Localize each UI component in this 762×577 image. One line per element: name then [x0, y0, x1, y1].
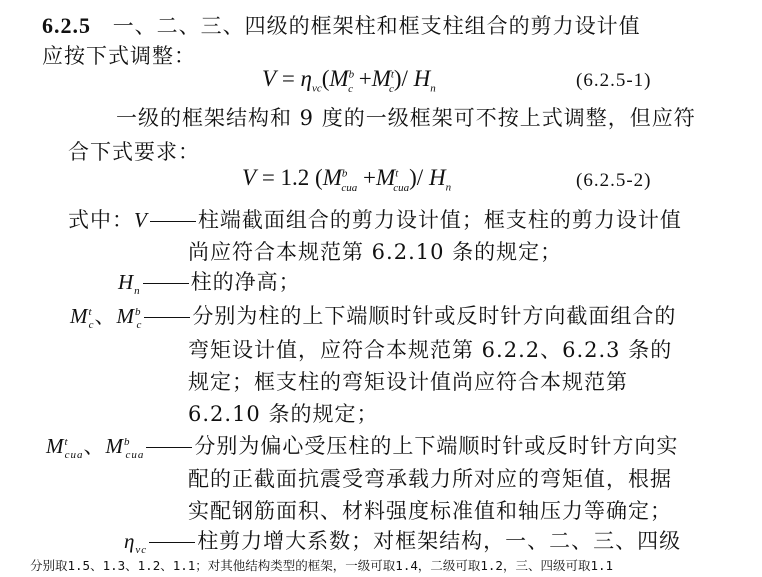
eq2-coef: 1.2 [280, 165, 310, 190]
eq1-h: H [413, 66, 431, 91]
equation-1-number: (6.2.5-1) [576, 70, 652, 91]
em-dash [146, 447, 192, 448]
where-eta-row [124, 525, 681, 556]
eq1-open: ( [321, 66, 330, 91]
eq1-m2-sup: t [390, 68, 394, 81]
eta-sub: vc [135, 544, 148, 557]
v-def-line2: 尚应符合本规范第 6.2.10 条的规定； [188, 240, 563, 264]
mcua-sep: 、 [83, 434, 106, 458]
equation-1: $V = \eta_{vc}(M^b_c +M^t_c)/$ $H_n$ [262, 66, 436, 95]
em-dash [150, 221, 196, 222]
eq1-m2: M [371, 66, 391, 91]
eq2-open: ( [315, 165, 323, 190]
para2-line2: 合下式要求： [68, 140, 200, 164]
em-dash [144, 317, 190, 318]
eq2-m1-sub: cua [341, 181, 358, 194]
eq2-h-sub: n [445, 181, 452, 194]
eta-def-line1: 柱剪力增大系数；对框架结构，一、二、三、四级 [197, 529, 682, 553]
em-dash [143, 283, 189, 284]
where-hn-row [118, 266, 301, 297]
eq2-m1-sup: b [341, 167, 348, 180]
v-def-line1: 柱端截面组合的剪力设计值；框支柱的剪力设计值 [197, 208, 682, 232]
heading-line2: 应按下式调整： [42, 44, 196, 68]
mc-def-line3: 规定；框支柱的弯矩设计值尚应符合本规范第 [188, 370, 628, 394]
eq2-close: )/ [409, 165, 424, 190]
em-dash [149, 542, 195, 543]
eq1-m1-sup: b [348, 68, 355, 81]
mc-def-line2: 弯矩设计值，应符合本规范第 6.2.2、6.2.3 条的 [188, 338, 673, 362]
where-mc-row [70, 300, 676, 331]
eq1-eta: η [300, 66, 312, 91]
eq1-eta-sub: vc [311, 82, 322, 95]
mc-symbol-2 [116, 304, 143, 332]
equation-2-number: (6.2.5-2) [576, 170, 652, 191]
eq2-m2-sup: t [395, 167, 399, 180]
where-label: 式中： [68, 208, 134, 232]
eq1-close: )/ [393, 66, 408, 91]
v-symbol: V [134, 208, 148, 232]
where-mcua-row [46, 430, 678, 461]
eta-symbol [124, 529, 148, 557]
equation-2: V = 1.2 $(M^b_{cua} +M^t_{cua})/$ $H_n$ [242, 165, 452, 194]
eq1-m1-sub: c [348, 82, 353, 95]
eq2-lhs: V [242, 165, 257, 190]
mcua-def-line1: 分别为偏心受压柱的上下端顺时针或反时针方向实 [194, 434, 679, 458]
hn-symbol [118, 270, 141, 298]
section-heading [42, 10, 641, 40]
para2-line1: 一级的框架结构和 9 度的一级框架可不按上式调整，但应符 [116, 106, 696, 130]
mcua-symbol [46, 434, 84, 462]
eq1-m1: M [329, 66, 349, 91]
mc-sup2: b [134, 306, 142, 318]
eq2-m2-sub: cua [393, 181, 410, 194]
mcua-sub2: cua [125, 449, 145, 462]
eq1-h-sub: n [430, 82, 436, 95]
heading-line1: 一、二、三、四级的框架柱和框支柱组合的剪力设计值 [112, 14, 641, 38]
mcua-def-line2: 配的正截面抗震受弯承载力所对应的弯矩值，根据 [188, 467, 672, 491]
mc-symbol [70, 304, 95, 332]
eq2-m1: M [322, 165, 342, 190]
eq2-h: H [428, 165, 446, 190]
mcua-symbol-2 [105, 434, 145, 462]
footer-note: 分别取1.5、1.3、1.2、1.1；对其他结构类型的框架，一级可取1.4，二级可取1.2，三、四级可取1.1 [30, 558, 614, 573]
eq1-lhs: V [262, 66, 277, 91]
mc-m1: M [70, 304, 89, 328]
eq2-m2: M [376, 165, 396, 190]
mc-def-line4: 6.2.10 条的规定； [188, 402, 379, 426]
mcua-sup2: b [123, 436, 131, 448]
hn-h: H [118, 270, 135, 294]
eq1-plus: + [358, 66, 372, 91]
hn-def-line1: 柱的净高； [190, 270, 301, 294]
mc-def-line1: 分别为柱的上下端顺时针或反时针方向截面组合的 [192, 304, 677, 328]
mc-sup1: t [88, 306, 93, 318]
section-number: 6.2.5 [42, 13, 91, 38]
mcua-def-line3: 实配钢筋面积、材料强度标准值和轴压力等确定； [188, 499, 672, 523]
mc-sub1: c [88, 319, 95, 332]
mcua-m2: M [105, 434, 124, 458]
mc-sub2: c [136, 319, 143, 332]
hn-sub: n [134, 285, 141, 298]
mc-sep: 、 [94, 304, 117, 328]
mcua-m1: M [46, 434, 65, 458]
mcua-sup1: t [64, 436, 69, 448]
mc-m2: M [116, 304, 135, 328]
where-v-row [68, 204, 682, 234]
eq1-m2-sub: c [388, 82, 394, 95]
eq2-plus: + [363, 165, 377, 190]
eta-glyph: η [124, 529, 136, 553]
mcua-sub1: cua [64, 449, 84, 462]
